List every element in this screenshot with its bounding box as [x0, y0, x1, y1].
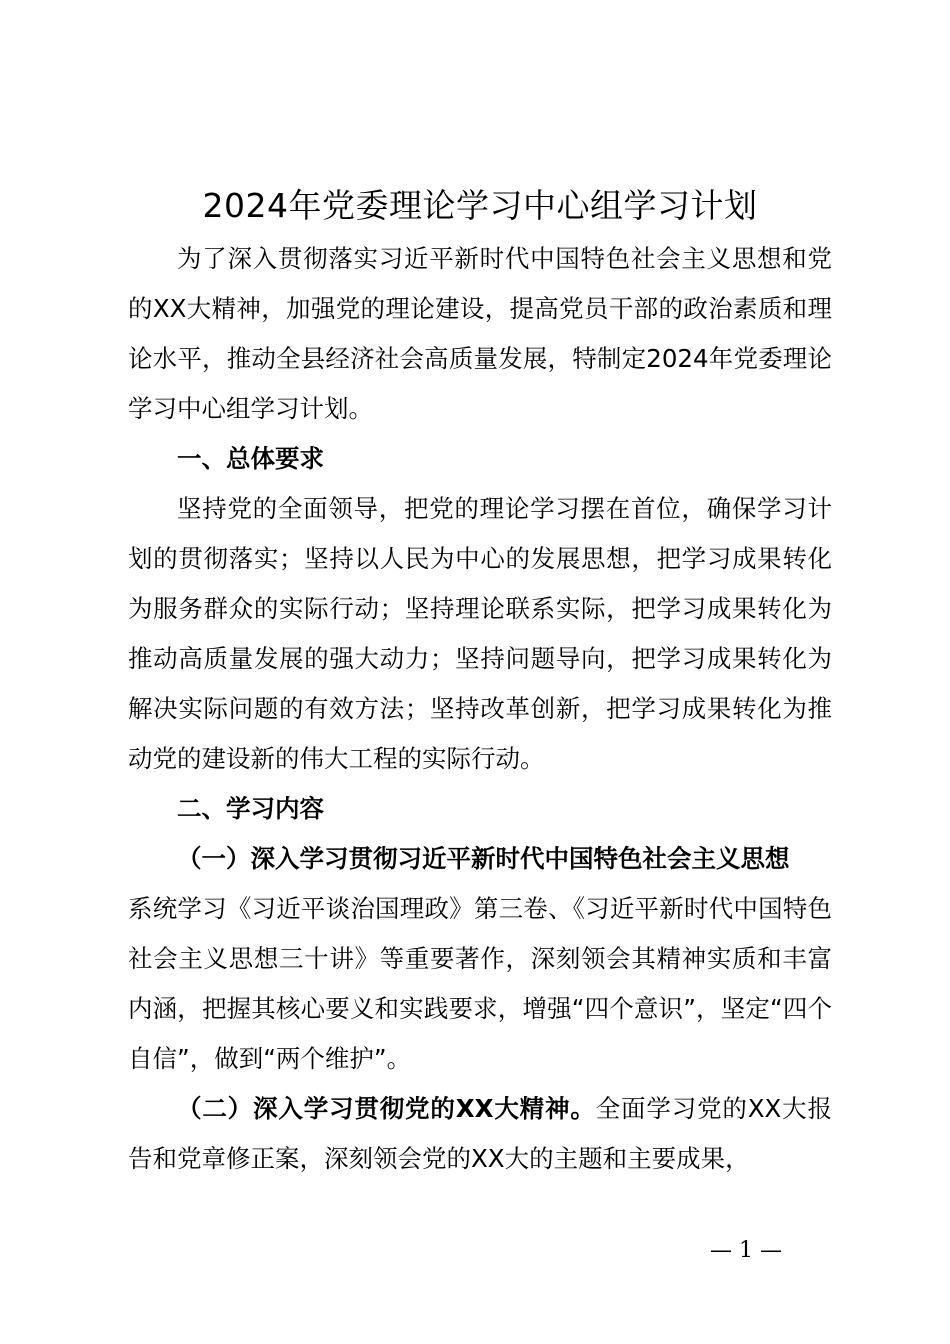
document-title: 2024年党委理论学习中心组学习计划	[202, 186, 758, 225]
study-item-2-title: （二）深入学习贯彻党的XX大精神。	[177, 1094, 596, 1123]
page-number: — 1 —	[710, 1238, 782, 1263]
study-item-1-body: 系统学习《习近平谈治国理政》第三卷、《习近平新时代中国特色社会主义思想三十讲》等重要著作，深刻领会其精神实质和丰富内涵，把握其核心要义和实践要求，增强“四个意识”，坚定“四个自信”，做到“两个维护”。	[128, 894, 832, 1073]
study-item-1	[128, 834, 832, 884]
section-heading-general-requirements: 一、总体要求	[177, 444, 324, 473]
intro-paragraph: 为了深入贯彻落实习近平新时代中国特色社会主义思想和党的XX大精神，加强党的理论建设，提高党员干部的政治素质和理论水平，推动全县经济社会高质量发展，特制定2024年党委理论学习中心组学习计划。	[128, 244, 832, 423]
general-requirements-paragraph: 坚持党的全面领导，把党的理论学习摆在首位，确保学习计划的贯彻落实；坚持以人民为中心的发展思想，把学习成果转化为服务群众的实际行动；坚持理论联系实际，把学习成果转化为推动高质量发展的强大动力；坚持问题导向，把学习成果转化为解决实际问题的有效方法；坚持改革创新，把学习成果转化为推动党的建设新的伟大工程的实际行动。	[128, 494, 832, 773]
study-item-1-title: （一）深入学习贯彻习近平新时代中国特色社会主义思想	[177, 844, 790, 873]
section-heading-study-content: 二、学习内容	[177, 794, 324, 823]
study-item-2	[128, 1084, 832, 1184]
document-page	[128, 178, 832, 1184]
study-item-2-body: 全面学习党的XX大报告和党章修正案，深刻领会党的XX大的主题和主要成果，	[128, 1094, 832, 1173]
